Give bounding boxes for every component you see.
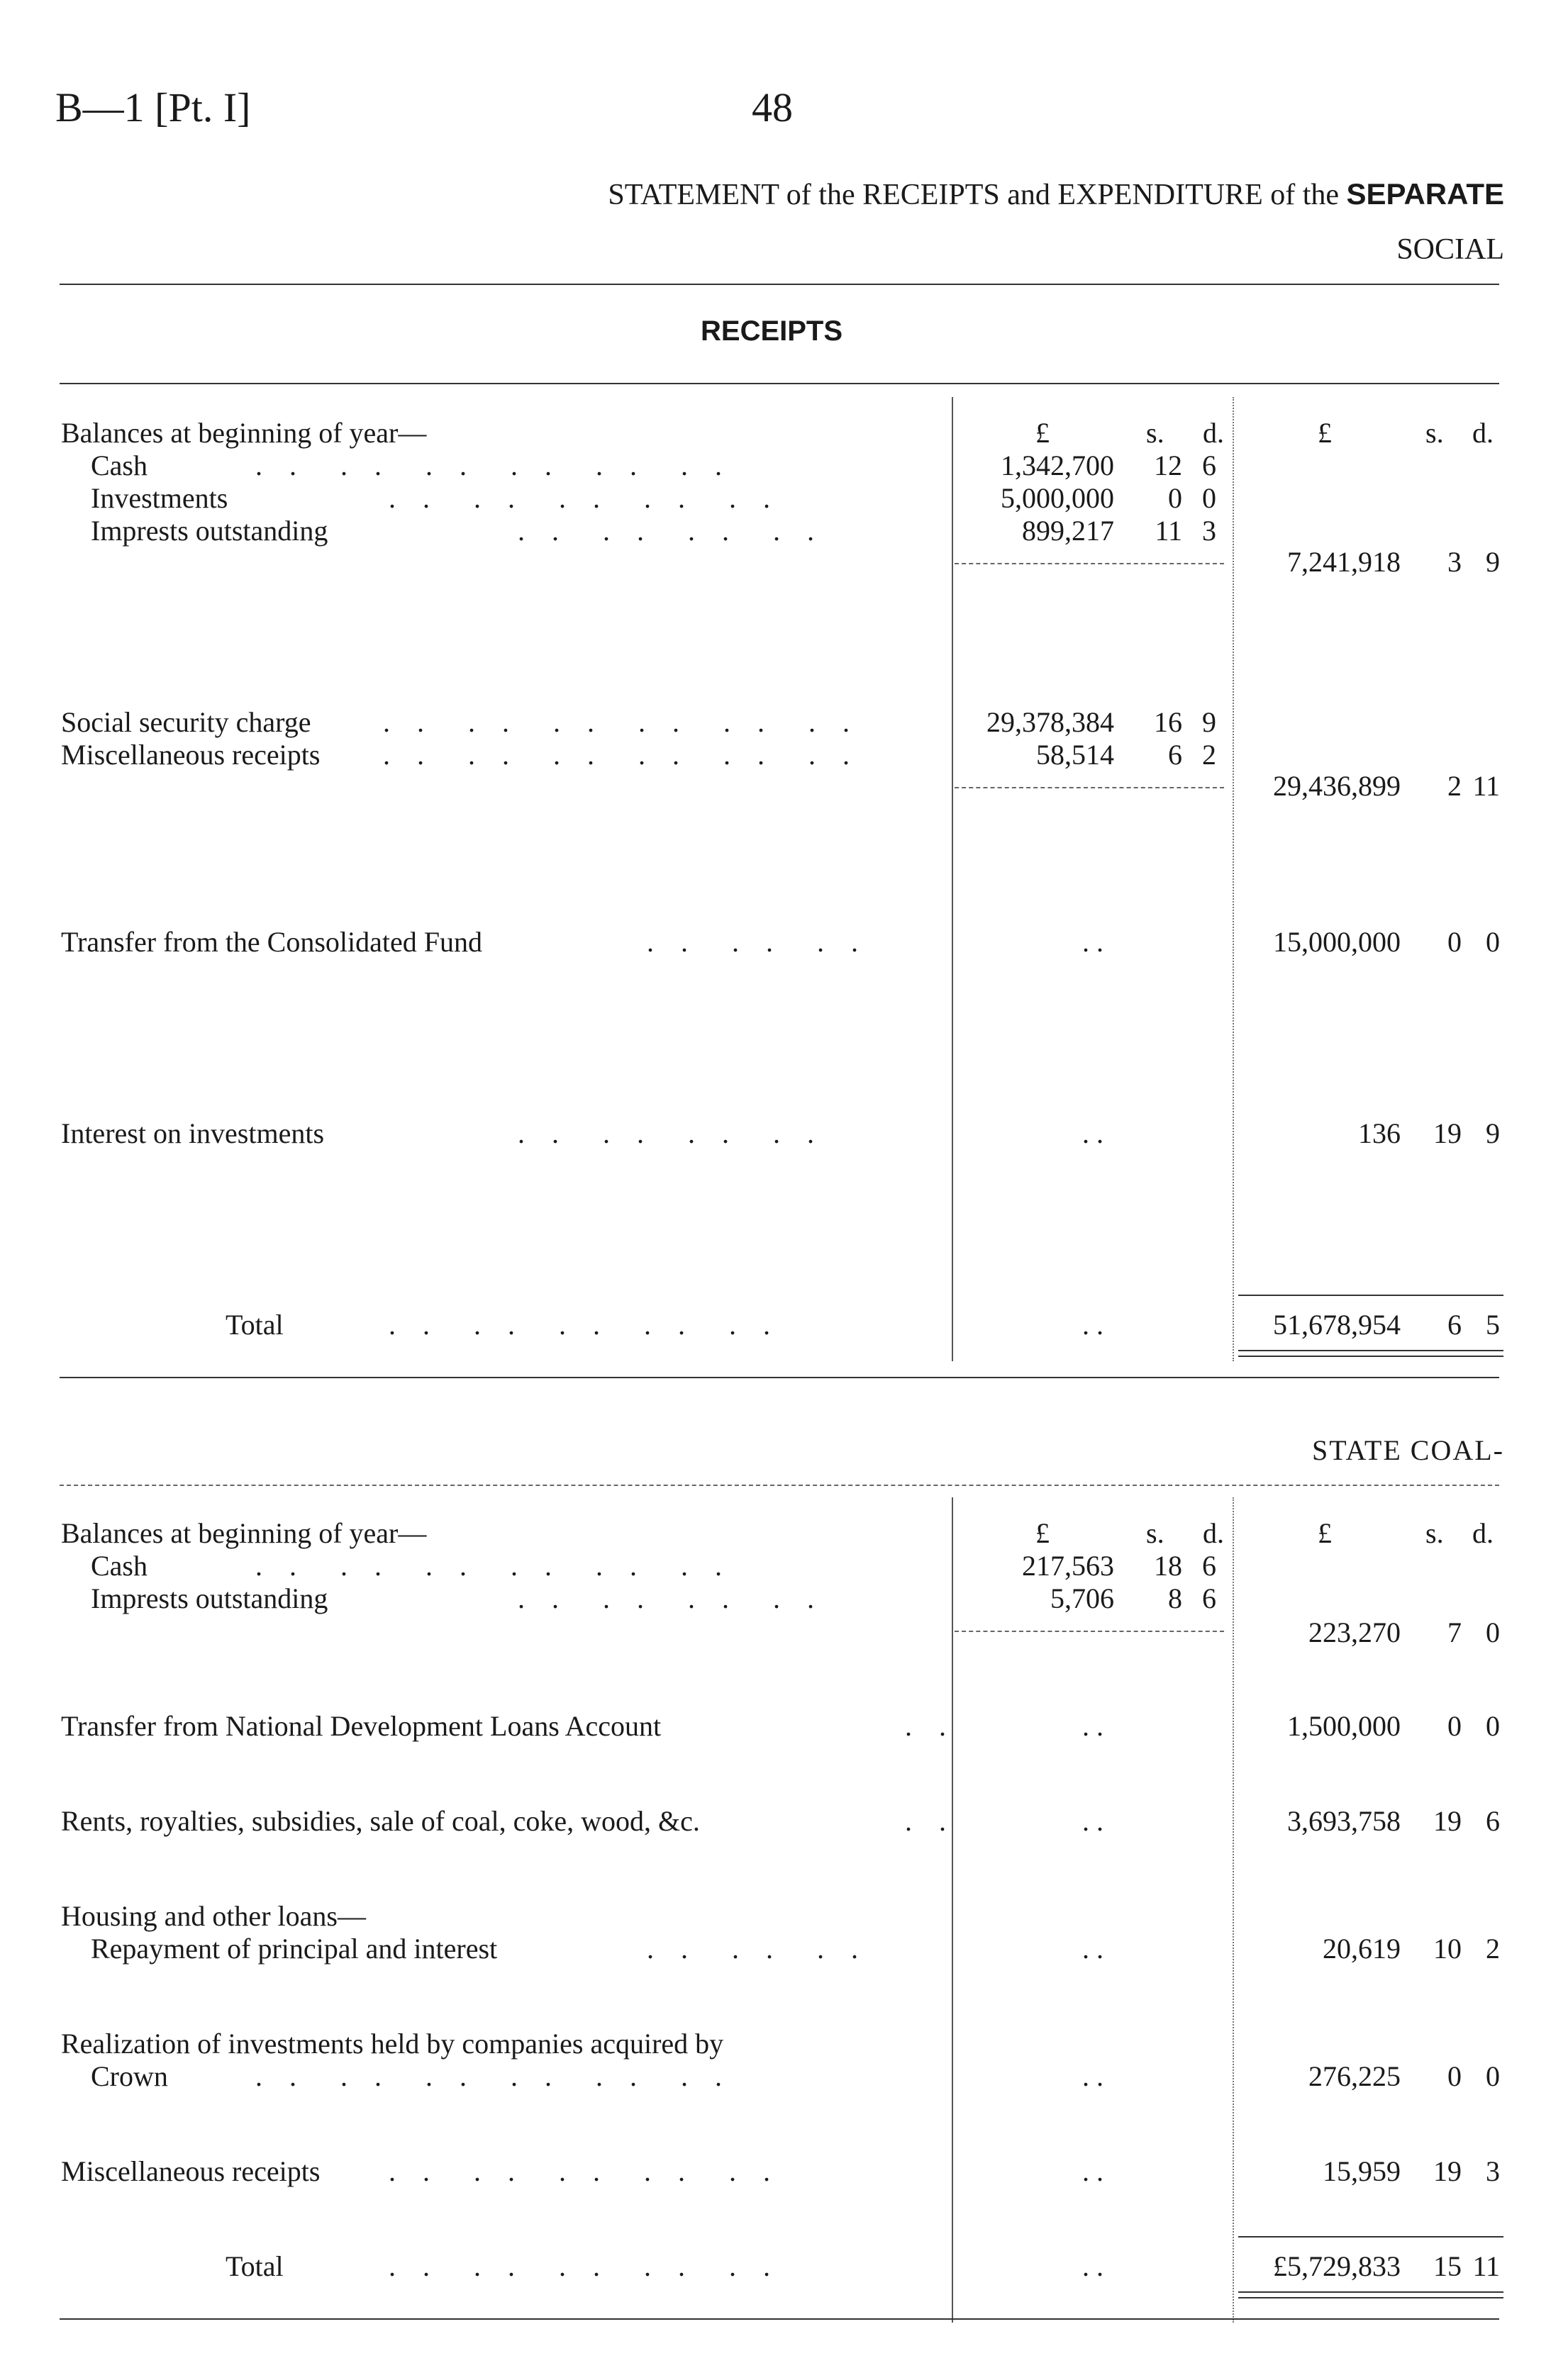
top-rule: [60, 284, 1499, 285]
coal-misc-middle: ..: [1082, 2155, 1111, 2187]
coal-total-pence: 11: [1472, 2250, 1500, 2282]
coal-housing-middle: ..: [1082, 1933, 1111, 1965]
coal-cash-pounds: 217,563: [1022, 1550, 1114, 1582]
coal-rents-middle: ..: [1082, 1805, 1111, 1837]
coal-col-pence: d.: [1203, 1517, 1224, 1549]
coal-col-pence-2: d.: [1472, 1517, 1494, 1549]
coal-column-divider-2: [1233, 1497, 1234, 2323]
coal-heading-rule: [60, 1485, 1499, 1486]
total-rule: [1238, 2236, 1503, 2237]
social-col-shill: s.: [1146, 417, 1164, 449]
social-interest-pounds: 136: [1358, 1117, 1401, 1149]
coal-balances-total-shillings: 7: [1447, 1616, 1462, 1648]
coal-ndla-pounds: 1,500,000: [1287, 1710, 1401, 1742]
coal-housing-pounds: 20,619: [1323, 1933, 1401, 1965]
coal-misc-label: Miscellaneous receipts: [61, 2155, 321, 2187]
social-transfer-label: Transfer from the Consolidated Fund: [61, 926, 483, 958]
social-charges-total-pounds: 29,436,899: [1273, 770, 1401, 802]
social-imprests-label: Imprests outstanding: [91, 515, 328, 547]
coal-column-divider-1: [952, 1497, 953, 2323]
social-transfer-shillings: 0: [1447, 926, 1462, 958]
coal-housing-shillings: 10: [1433, 1933, 1462, 1965]
social-col-pound-2: £: [1318, 417, 1332, 449]
coal-cash-shillings: 18: [1154, 1550, 1182, 1582]
social-imprests-shillings: 11: [1155, 515, 1182, 547]
social-misc-label: Miscellaneous receipts: [61, 739, 321, 771]
coal-balances-total-pounds: 223,270: [1308, 1616, 1401, 1648]
coal-imprests-label: Imprests outstanding: [91, 1582, 328, 1614]
total-double-rule: [1238, 1350, 1503, 1351]
coal-ndla-middle: ..: [1082, 1710, 1111, 1742]
coal-imprests-pounds: 5,706: [1050, 1582, 1114, 1614]
leader-dots: . . . . . . . . . .: [389, 2250, 780, 2282]
statement-title: [608, 177, 1504, 212]
leader-dots: . . . . . . . .: [518, 515, 824, 547]
coal-rents-pence: 6: [1486, 1805, 1500, 1837]
leader-dots: . . . . . . . . . . . .: [383, 739, 860, 771]
social-transfer-pence: 0: [1486, 926, 1500, 958]
subtotal-rule: [955, 563, 1224, 564]
coal-col-pound-2: £: [1318, 1517, 1332, 1549]
social-col-shill-2: s.: [1425, 417, 1444, 449]
leader-dots: . . . . . . . . . .: [389, 482, 780, 514]
title-bold: SEPARATE: [1346, 177, 1504, 211]
social-ssc-pounds: 29,378,384: [986, 706, 1114, 738]
coal-misc-shillings: 19: [1433, 2155, 1462, 2187]
social-col-pound: £: [1035, 417, 1050, 449]
column-divider-1: [952, 397, 953, 1361]
social-investments-shillings: 0: [1168, 482, 1182, 514]
leader-dots: . . . . . . . . . .: [389, 1309, 780, 1341]
page-number: 48: [752, 84, 793, 130]
leader-dots: . . . . . .: [647, 1933, 868, 1965]
coal-housing-pence: 2: [1486, 1933, 1500, 1965]
coal-misc-pounds: 15,959: [1323, 2155, 1401, 2187]
coal-col-pound: £: [1035, 1517, 1050, 1549]
social-misc-pounds: 58,514: [1036, 739, 1114, 771]
social-imprests-pence: 3: [1202, 515, 1216, 547]
coal-realization-pounds: 276,225: [1308, 2060, 1401, 2092]
social-total-pence: 5: [1486, 1309, 1500, 1341]
total-double-rule: [1238, 2297, 1503, 2298]
leader-dots: . . . . . . . . . . . .: [255, 449, 732, 481]
social-interest-label: Interest on investments: [61, 1117, 325, 1149]
social-col-pence: d.: [1203, 417, 1224, 449]
coal-balances-label: Balances at beginning of year—: [61, 1517, 427, 1549]
social-charges-total-shillings: 2: [1447, 770, 1462, 802]
coal-housing-sublabel: Repayment of principal and interest: [91, 1933, 498, 1965]
coal-imprests-shillings: 8: [1168, 1582, 1182, 1614]
social-imprests-pounds: 899,217: [1022, 515, 1114, 547]
social-cash-pounds: 1,342,700: [1001, 449, 1114, 481]
social-ssc-shillings: 16: [1154, 706, 1182, 738]
social-charges-total-pence: 11: [1472, 770, 1500, 802]
social-ssc-pence: 9: [1202, 706, 1216, 738]
coal-ndla-shillings: 0: [1447, 1710, 1462, 1742]
social-balances-label: Balances at beginning of year—: [61, 417, 427, 449]
coal-realization-label: Realization of investments held by companies acquired by: [61, 2028, 724, 2060]
column-divider-2: [1233, 397, 1234, 1361]
social-transfer-middle: ..: [1082, 926, 1111, 958]
social-investments-label: Investments: [91, 482, 228, 514]
social-total-shillings: 6: [1447, 1309, 1462, 1341]
social-interest-middle: ..: [1082, 1117, 1111, 1149]
social-balances-total-pounds: 7,241,918: [1287, 546, 1401, 578]
coal-rents-shillings: 19: [1433, 1805, 1462, 1837]
total-double-rule: [1238, 2291, 1503, 2293]
leader-dots: . .: [905, 1710, 956, 1742]
social-balances-total-shillings: 3: [1447, 546, 1462, 578]
leader-dots: . . . . . . . . . . . .: [383, 706, 860, 738]
social-total-pounds: 51,678,954: [1273, 1309, 1401, 1341]
leader-dots: . . . . . . . .: [518, 1582, 824, 1614]
social-misc-pence: 2: [1202, 739, 1216, 771]
coal-rents-label: Rents, royalties, subsidies, sale of coal, coke, wood, &c.: [61, 1805, 700, 1837]
leader-dots: . . . . . . . . . . . .: [255, 1550, 732, 1582]
social-interest-pence: 9: [1486, 1117, 1500, 1149]
coal-housing-label: Housing and other loans—: [61, 1900, 366, 1932]
coal-heading: STATE COAL-: [1311, 1434, 1504, 1466]
social-col-pence-2: d.: [1472, 417, 1494, 449]
subtotal-rule: [955, 1631, 1224, 1632]
social-balances-total-pence: 9: [1486, 546, 1500, 578]
title-prefix: STATEMENT of the RECEIPTS and EXPENDITURE of the: [608, 179, 1340, 211]
social-investments-pence: 0: [1202, 482, 1216, 514]
coal-balances-total-pence: 0: [1486, 1616, 1500, 1648]
heading-rule: [60, 383, 1499, 384]
social-transfer-pounds: 15,000,000: [1273, 926, 1401, 958]
leader-dots: . . . . . . . . . . . .: [255, 2060, 732, 2092]
coal-cash-pence: 6: [1202, 1550, 1216, 1582]
coal-cash-label: Cash: [91, 1550, 148, 1582]
social-misc-shillings: 6: [1168, 739, 1182, 771]
leader-dots: . . . . . . . . . .: [389, 2155, 780, 2187]
social-cash-shillings: 12: [1154, 449, 1182, 481]
coal-imprests-pence: 6: [1202, 1582, 1216, 1614]
section-divider: [60, 1377, 1499, 1378]
coal-col-shill: s.: [1146, 1517, 1164, 1549]
social-cash-pence: 6: [1202, 449, 1216, 481]
receipts-heading: RECEIPTS: [701, 315, 843, 347]
coal-realization-shillings: 0: [1447, 2060, 1462, 2092]
page-reference: B—1 [Pt. I]: [55, 84, 251, 130]
coal-misc-pence: 3: [1486, 2155, 1500, 2187]
coal-realization-middle: ..: [1082, 2060, 1111, 2092]
total-rule: [1238, 1295, 1503, 1296]
social-total-middle: ..: [1082, 1309, 1111, 1341]
coal-rents-pounds: 3,693,758: [1287, 1805, 1401, 1837]
leader-dots: . .: [905, 1805, 956, 1837]
bottom-rule: [60, 2318, 1499, 2320]
subtotal-rule: [955, 787, 1224, 788]
coal-ndla-pence: 0: [1486, 1710, 1500, 1742]
leader-dots: . . . . . .: [647, 926, 868, 958]
coal-col-shill-2: s.: [1425, 1517, 1444, 1549]
social-investments-pounds: 5,000,000: [1001, 482, 1114, 514]
social-interest-shillings: 19: [1433, 1117, 1462, 1149]
coal-realization-sublabel: Crown: [91, 2060, 168, 2092]
coal-realization-pence: 0: [1486, 2060, 1500, 2092]
title-line-2: SOCIAL: [1396, 233, 1504, 266]
coal-total-label: Total: [226, 2250, 284, 2282]
social-ssc-label: Social security charge: [61, 706, 311, 738]
total-double-rule: [1238, 1356, 1503, 1357]
social-cash-label: Cash: [91, 449, 148, 481]
coal-ndla-label: Transfer from National Development Loans Account: [61, 1710, 662, 1742]
coal-total-shillings: 15: [1433, 2250, 1462, 2282]
social-total-label: Total: [226, 1309, 284, 1341]
coal-total-pounds: £5,729,833: [1273, 2250, 1401, 2282]
leader-dots: . . . . . . . .: [518, 1117, 824, 1149]
coal-total-middle: ..: [1082, 2250, 1111, 2282]
